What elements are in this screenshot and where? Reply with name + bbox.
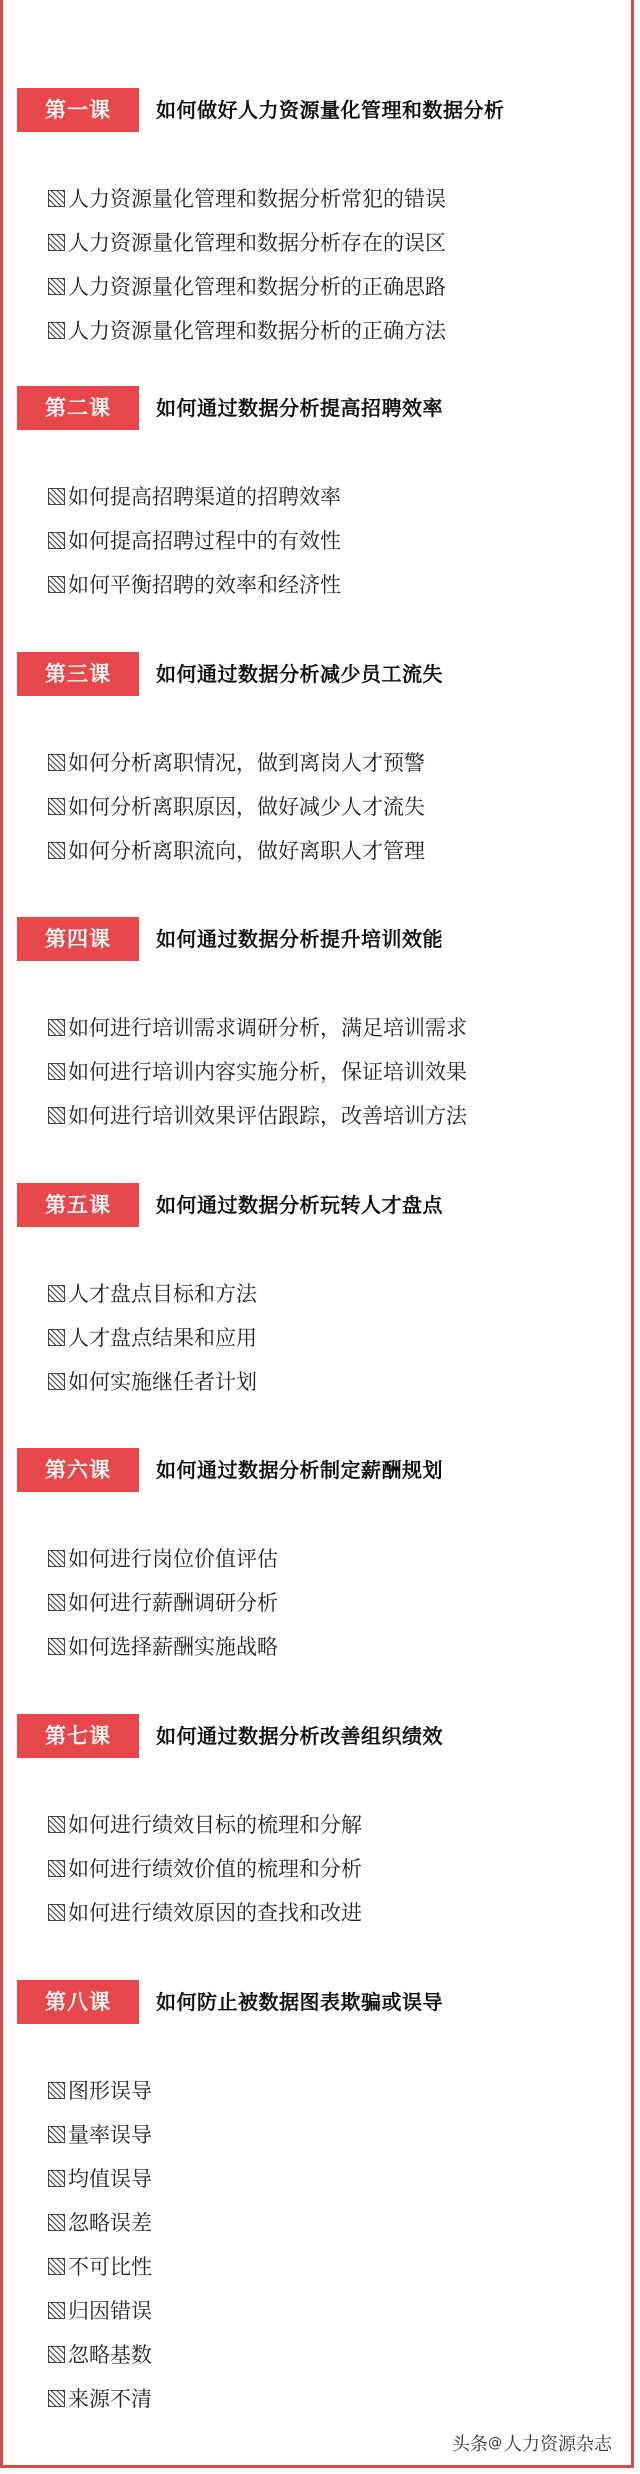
list-item-text: 人力资源量化管理和数据分析存在的误区 [68,231,446,255]
lesson-7 [0,1714,634,1925]
hatched-square-icon [48,1107,65,1124]
list-item-text: 如何实施继任者计划 [68,1370,257,1394]
hatched-square-icon [48,2390,65,2407]
list-item [48,308,446,352]
lesson-header [0,652,634,696]
list-item-text: 如何平衡招聘的效率和经济性 [68,573,341,597]
lesson-title: 如何通过数据分析提升培训效能 [156,927,443,951]
hatched-square-icon [48,234,65,251]
lesson-header [0,1980,634,2024]
list-item-text: 如何分析离职原因，做好减少人才流失 [68,795,425,819]
list-item-text: 如何进行薪酬调研分析 [68,1591,278,1615]
list-item-text: 如何进行岗位价值评估 [68,1547,278,1571]
list-item-text: 如何进行培训需求调研分析，满足培训需求 [68,1016,467,1040]
list-item [48,2376,152,2420]
hatched-square-icon [48,278,65,295]
lesson-header [0,88,634,132]
list-item [48,2156,152,2200]
list-item-text: 人力资源量化管理和数据分析常犯的错误 [68,187,446,211]
hatched-square-icon [48,2082,65,2099]
hatched-square-icon [48,1285,65,1302]
list-item [48,740,425,784]
lesson-header [0,1714,634,1758]
list-item [48,264,446,308]
list-item-text: 如何进行绩效价值的梳理和分析 [68,1857,362,1881]
lesson-header [0,1448,634,1492]
lesson-4 [0,917,634,1128]
list-item-text: 如何选择薪酬实施战略 [68,1635,278,1659]
lesson-title: 如何通过数据分析制定薪酬规划 [156,1458,443,1482]
lesson-badge: 第五课 [17,1183,139,1227]
lesson-header [0,1183,634,1227]
list-item-text: 如何分析离职流向，做好离职人才管理 [68,839,425,863]
hatched-square-icon [48,798,65,815]
lesson-items [48,1536,278,1668]
hatched-square-icon [48,1550,65,1567]
list-item [48,518,341,562]
list-item [48,828,425,872]
lesson-title: 如何做好人力资源量化管理和数据分析 [156,98,505,122]
hatched-square-icon [48,2346,65,2363]
lesson-2 [0,386,634,597]
lesson-title: 如何通过数据分析减少员工流失 [156,662,443,686]
list-item-text: 归因错误 [68,2299,152,2323]
list-item-text: 图形误导 [68,2079,152,2103]
list-item [48,2288,152,2332]
lesson-3 [0,652,634,863]
list-item-text: 忽略基数 [68,2343,152,2367]
watermark-name: 人力资源杂志 [504,2434,612,2455]
list-item [48,562,341,606]
lesson-5 [0,1183,634,1394]
list-item [48,1846,362,1890]
watermark-prefix: 头条 [452,2434,488,2455]
lesson-items [48,2068,152,2420]
list-item [48,1890,362,1934]
hatched-square-icon [48,1816,65,1833]
list-item [48,784,425,828]
lesson-title: 如何通过数据分析玩转人才盘点 [156,1193,443,1217]
lesson-badge: 第四课 [17,917,139,961]
list-item [48,1315,257,1359]
lesson-badge: 第一课 [17,88,139,132]
lesson-items [48,1271,257,1403]
hatched-square-icon [48,2126,65,2143]
list-item-text: 人力资源量化管理和数据分析的正确方法 [68,319,446,343]
lesson-title: 如何防止被数据图表欺骗或误导 [156,1990,443,2014]
list-item-text: 人才盘点结果和应用 [68,1326,257,1350]
lesson-items [48,474,341,606]
hatched-square-icon [48,488,65,505]
list-item [48,1624,278,1668]
hatched-square-icon [48,754,65,771]
list-item [48,1093,467,1137]
hatched-square-icon [48,1860,65,1877]
hatched-square-icon [48,1329,65,1346]
hatched-square-icon [48,1373,65,1390]
list-item [48,2068,152,2112]
hatched-square-icon [48,532,65,549]
list-item-text: 如何进行培训内容实施分析，保证培训效果 [68,1060,467,1084]
list-item [48,2200,152,2244]
hatched-square-icon [48,842,65,859]
lesson-badge: 第七课 [17,1714,139,1758]
list-item-text: 均值误导 [68,2167,152,2191]
list-item [48,2112,152,2156]
list-item-text: 人才盘点目标和方法 [68,1282,257,1306]
lesson-items [48,740,425,872]
hatched-square-icon [48,190,65,207]
lesson-6 [0,1448,634,1659]
hatched-square-icon [48,2170,65,2187]
lesson-badge: 第三课 [17,652,139,696]
watermark-at: @ [488,2435,502,2451]
lesson-title: 如何通过数据分析提高招聘效率 [156,396,443,420]
lesson-title: 如何通过数据分析改善组织绩效 [156,1724,443,1748]
lesson-badge: 第八课 [17,1980,139,2024]
list-item [48,1005,467,1049]
hatched-square-icon [48,576,65,593]
list-item [48,1536,278,1580]
hatched-square-icon [48,1019,65,1036]
list-item [48,2332,152,2376]
list-item-text: 如何提高招聘渠道的招聘效率 [68,485,341,509]
list-item-text: 忽略误差 [68,2211,152,2235]
list-item-text: 如何进行绩效原因的查找和改进 [68,1901,362,1925]
lesson-items [48,176,446,352]
list-item-text: 如何进行培训效果评估跟踪，改善培训方法 [68,1104,467,1128]
hatched-square-icon [48,1638,65,1655]
hatched-square-icon [48,1594,65,1611]
list-item [48,176,446,220]
list-item-text: 来源不清 [68,2387,152,2411]
watermark [452,2430,612,2456]
lesson-items [48,1802,362,1934]
list-item-text: 人力资源量化管理和数据分析的正确思路 [68,275,446,299]
lesson-badge: 第六课 [17,1448,139,1492]
list-item [48,1802,362,1846]
list-item [48,1271,257,1315]
hatched-square-icon [48,1904,65,1921]
lesson-badge: 第二课 [17,386,139,430]
list-item-text: 如何分析离职情况，做到离岗人才预警 [68,751,425,775]
hatched-square-icon [48,2214,65,2231]
hatched-square-icon [48,322,65,339]
list-item [48,2244,152,2288]
hatched-square-icon [48,2258,65,2275]
hatched-square-icon [48,2302,65,2319]
list-item-text: 不可比性 [68,2255,152,2279]
lesson-header [0,917,634,961]
list-item [48,1049,467,1093]
lesson-8 [0,1980,634,2411]
list-item [48,474,341,518]
lesson-header [0,386,634,430]
lesson-1 [0,88,634,343]
list-item [48,220,446,264]
hatched-square-icon [48,1063,65,1080]
list-item [48,1359,257,1403]
list-item-text: 如何提高招聘过程中的有效性 [68,529,341,553]
list-item-text: 如何进行绩效目标的梳理和分解 [68,1813,362,1837]
list-item-text: 量率误导 [68,2123,152,2147]
lesson-items [48,1005,467,1137]
list-item [48,1580,278,1624]
